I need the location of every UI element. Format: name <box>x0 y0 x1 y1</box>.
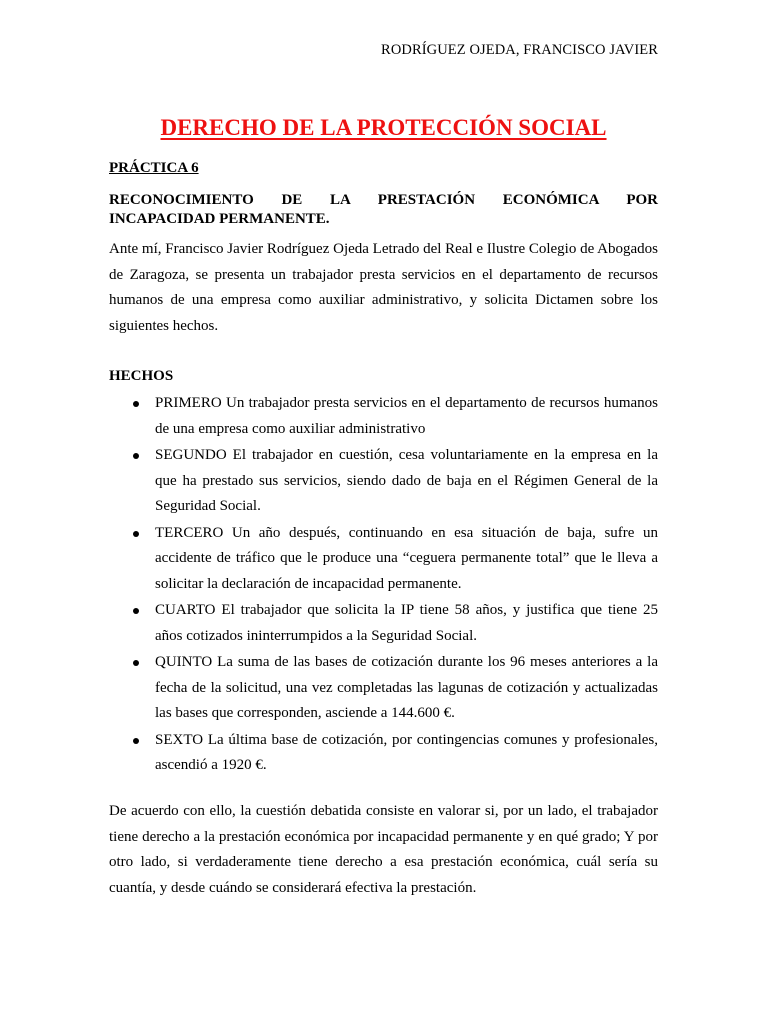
hecho-text: SEGUNDO El trabajador en cuestión, cesa voluntariamente en la empresa en la que ha prestado sus servicios, siendo dado de baja en el Régimen General de la Seguridad Social. <box>155 447 658 514</box>
practice-label: PRÁCTICA 6 <box>109 160 199 176</box>
bullet-icon <box>133 453 139 459</box>
hecho-text: PRIMERO Un trabajador presta servicios en el departamento de recursos humanos de una empresa como auxiliar administrativo <box>155 395 658 437</box>
hecho-item <box>109 443 658 520</box>
document-subtitle <box>109 191 658 229</box>
subtitle-line-1: RECONOCIMIENTO DE LA PRESTACIÓN ECONÓMICA POR <box>109 192 658 208</box>
hecho-text: TERCERO Un año después, continuando en esa situación de baja, sufre un accidente de tráfico que le produce una “ceguera permanente total” que le lleva a solicitar la declaración de incapacidad permanente. <box>155 524 658 592</box>
intro-paragraph: Ante mí, Francisco Javier Rodríguez Ojeda Letrado del Real e Ilustre Colegio de Abogados de Zaragoza, se presenta un trabajador presta servicios en el departamento de recursos humanos de una empresa como auxiliar administrativo, y solicita Dictamen sobre los siguientes hechos. <box>109 241 659 334</box>
hecho-item <box>109 521 658 598</box>
subtitle-line-2: INCAPACIDAD PERMANENTE. <box>109 211 330 227</box>
hecho-text: SEXTO La última base de cotización, por contingencias comunes y profesionales, ascendió a 1920 €. <box>155 731 658 773</box>
bullet-icon <box>133 660 139 666</box>
hechos-heading: HECHOS <box>109 368 174 384</box>
bullet-icon <box>133 531 139 537</box>
bullet-icon <box>133 608 139 614</box>
hecho-item <box>109 391 658 442</box>
hecho-text: QUINTO La suma de las bases de cotización durante los 96 meses anteriores a la fecha de la solicitud, una vez completadas las lagunas de cotización y actualizadas las bases que corresponden, asciende a 144.600 €. <box>155 654 658 721</box>
hecho-item <box>109 728 658 779</box>
conclusion-paragraph: De acuerdo con ello, la cuestión debatida consiste en valorar si, por un lado, el trabajador tiene derecho a la prestación económica por incapacidad permanente y en qué grado; Y por otro lado, si verdaderamente tiene derecho a esa prestación económica, cuál sería su cuantía, y desde cuándo se considerará efectiva la prestación. <box>109 803 658 896</box>
document-title: DERECHO DE LA PROTECCIÓN SOCIAL <box>160 115 607 140</box>
hecho-item <box>109 650 658 727</box>
bullet-icon <box>133 401 139 407</box>
hecho-item <box>109 598 658 649</box>
hecho-text: CUARTO El trabajador que solicita la IP tiene 58 años, y justifica que tiene 25 años cotizados ininterrumpidos a la Seguridad Social. <box>155 602 658 644</box>
bullet-icon <box>133 738 139 744</box>
header-author: RODRÍGUEZ OJEDA, FRANCISCO JAVIER <box>381 42 658 58</box>
hechos-list <box>109 391 658 780</box>
